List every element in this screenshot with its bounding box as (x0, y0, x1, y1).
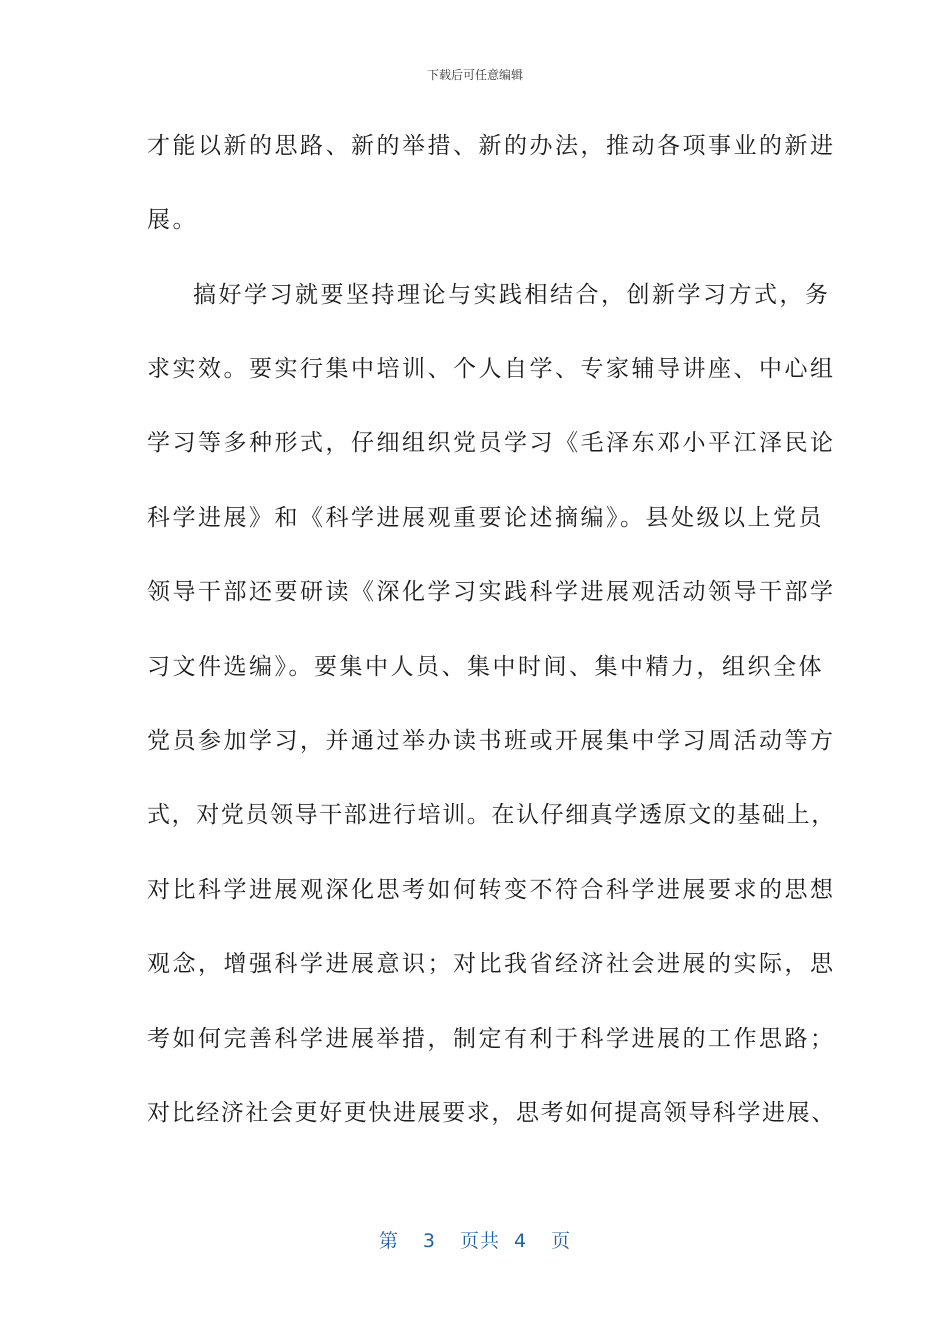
page-footer (0, 1226, 950, 1253)
body-line-6: 科学进展》和《科学进展观重要论述摘编》。县处级以上党员 (147, 505, 824, 531)
body-line-1: 才能以新的思路、新的举措、新的办法，推动各项事业的新进 (147, 133, 836, 159)
body-line-4: 求实效。要实行集中培训、个人自学、专家辅导讲座、中心组 (147, 356, 836, 382)
body-line-3: 搞好学习就要坚持理论与实践相结合，创新学习方式，务 (193, 282, 831, 308)
body-line-2: 展。 (147, 207, 198, 233)
body-line-7: 领导干部还要研读《深化学习实践科学进展观活动领导干部学 (147, 579, 836, 605)
body-line-5: 学习等多种形式，仔细组织党员学习《毛泽东邓小平江泽民论 (147, 430, 836, 456)
header-note: 下载后可任意编辑 (426, 68, 523, 82)
body-line-11: 对比科学进展观深化思考如何转变不符合科学进展要求的思想 (147, 877, 836, 903)
total-pages-number: 4 (514, 1230, 528, 1252)
body-line-13: 考如何完善科学进展举措，制定有利于科学进展的工作思路； (147, 1026, 836, 1052)
body-line-14: 对比经济社会更好更快进展要求，思考如何提高领导科学进展、 (147, 1100, 836, 1126)
body-line-10: 式，对党员领导干部进行培训。在认仔细真学透原文的基础上， (147, 802, 836, 828)
body-line-12: 观念，增强科学进展意识；对比我省经济社会进展的实际，思 (147, 951, 836, 977)
page-suffix: 页 (551, 1230, 572, 1252)
page-prefix: 第 (378, 1230, 399, 1252)
body-line-8: 习文件选编》。要集中人员、集中时间、集中精力，组织全体 (147, 654, 824, 680)
body-line-9: 党员参加学习，并通过举办读书班或开展集中学习周活动等方 (147, 728, 836, 754)
current-page-number: 3 (422, 1230, 436, 1252)
page-mid: 页共 (459, 1230, 500, 1252)
